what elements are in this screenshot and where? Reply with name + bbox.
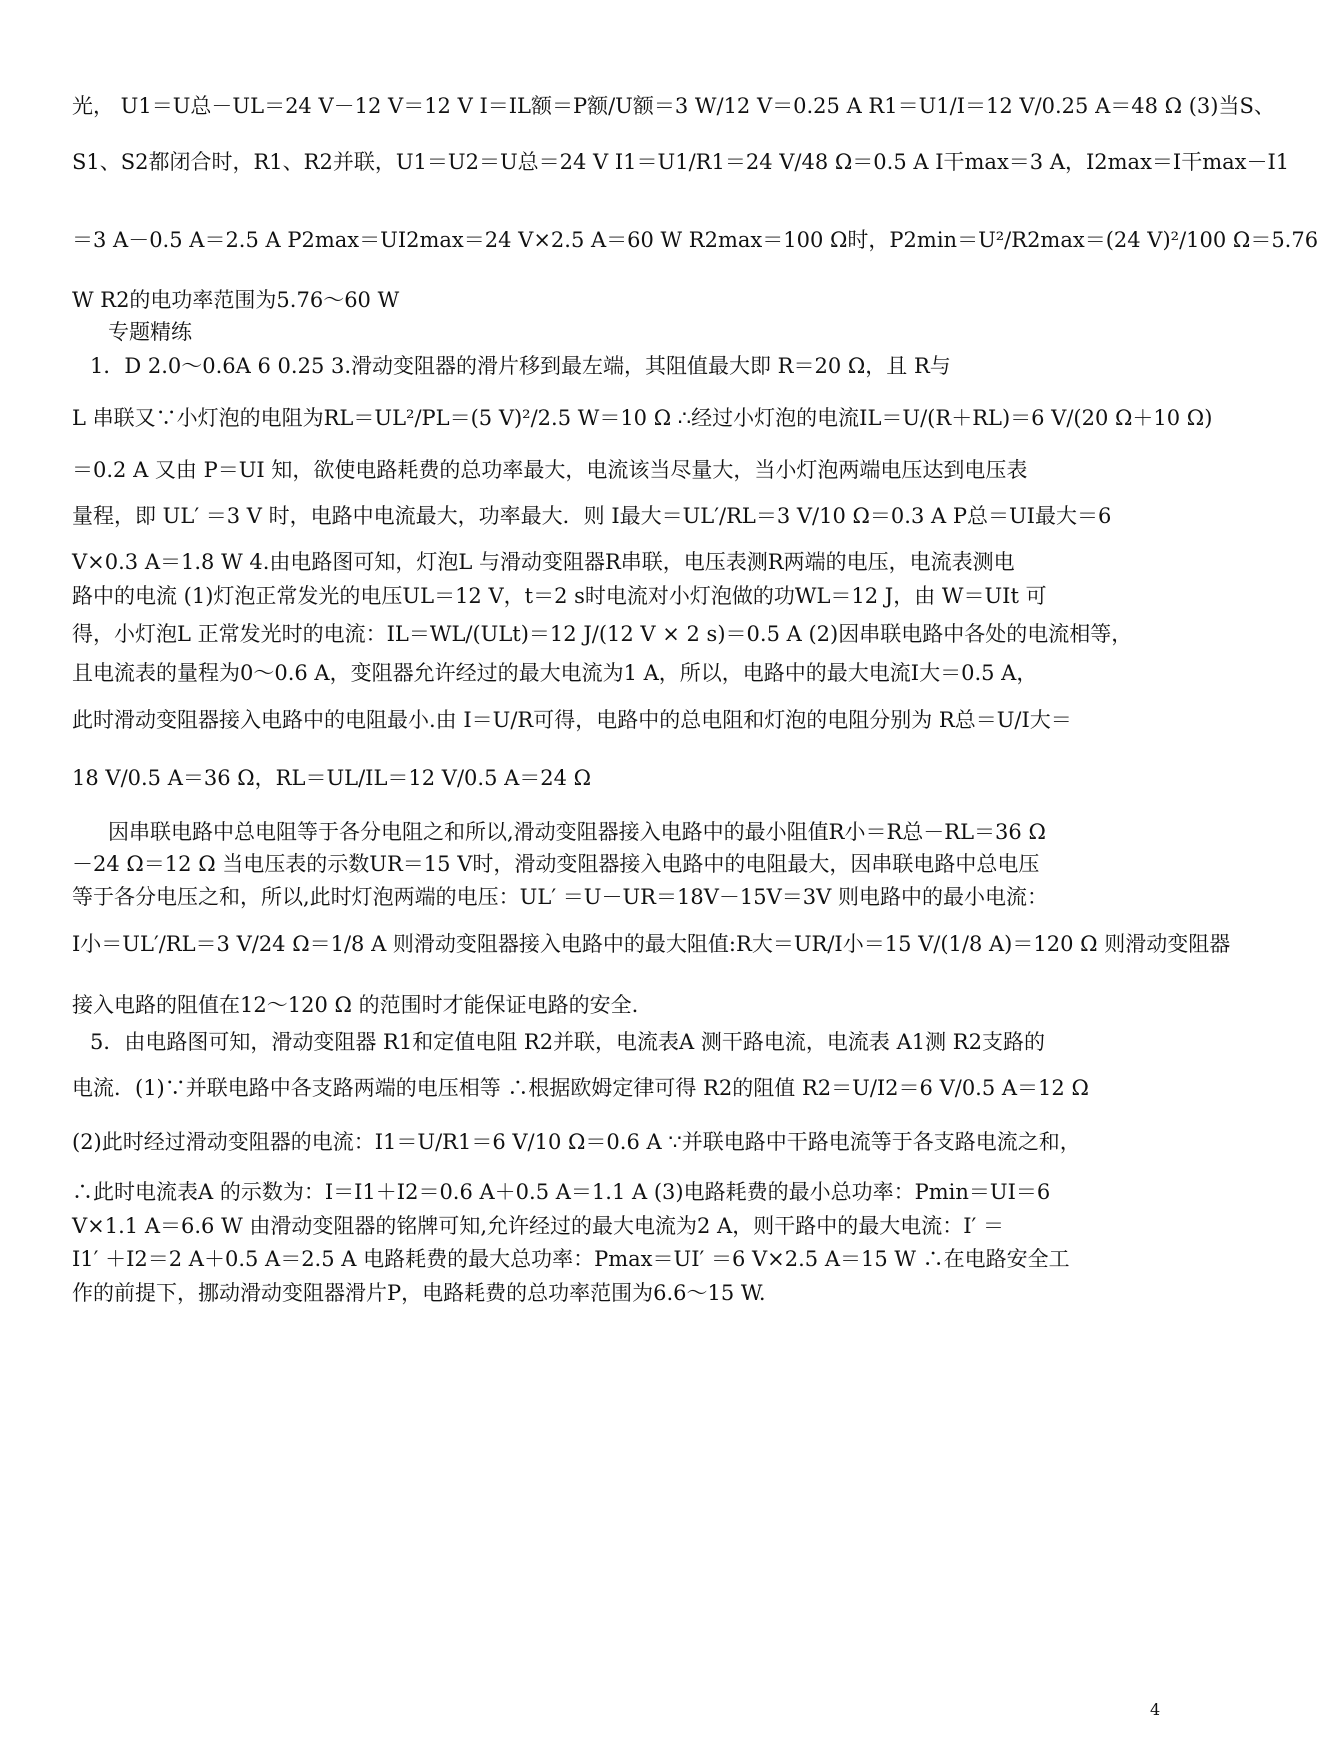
text-line: ∴此时电流表A 的示数为：I＝I1＋I2＝0.6 A＋0.5 A＝1.1 A (3)电路耗费的最小总功率：Pmin＝UI＝6 [72,1180,1051,1204]
text-line: 此时滑动变阻器接入电路中的电阻最小.由 I＝U/R可得，电路中的总电阻和灯泡的电阻分别为 R总＝U/I大＝ [72,708,1072,732]
text-line: I小＝UL′/RL＝3 V/24 Ω＝1/8 A 则滑动变阻器接入电路中的最大阻值:R大＝UR/I小＝15 V/(1/8 A)＝120 Ω 则滑动变阻器 [72,932,1231,956]
section-heading: 专题精练 [108,320,192,344]
text-line: 电流．(1)∵并联电路中各支路两端的电压相等 ∴根据欧姆定律可得 R2的阻值 R2＝U/I2＝6 V/0.5 A＝12 Ω [72,1076,1089,1100]
text-line: 光， U1＝U总－UL＝24 V－12 V＝12 V I＝IL额＝P额/U额＝3 W/12 V＝0.25 A R1＝U1/I＝12 V/0.25 A＝48 Ω (3)当S、 [72,94,1275,118]
text-line: I1′ ＋I2＝2 A＋0.5 A＝2.5 A 电路耗费的最大总功率：Pmax＝UI′ ＝6 V×2.5 A＝15 W ∴在电路安全工 [72,1247,1070,1271]
page-number: 4 [1150,1700,1161,1719]
text-line: S1、S2都闭合时，R1、R2并联，U1＝U2＝U总＝24 V I1＝U1/R1＝24 V/48 Ω＝0.5 A I干max＝3 A，I2max＝I干max－I1 [72,150,1290,174]
text-line: 接入电路的阻值在12～120 Ω 的范围时才能保证电路的安全. [72,993,639,1017]
text-line: ＝0.2 A 又由 P＝UI 知，欲使电路耗费的总功率最大，电流该当尽量大，当小灯泡两端电压达到电压表 [72,458,1028,482]
text-line: 1．D 2.0～0.6A 6 0.25 3.滑动变阻器的滑片移到最左端，其阻值最大即 R＝20 Ω，且 R与 [90,354,951,378]
text-line: 且电流表的量程为0～0.6 A，变阻器允许经过的最大电流为1 A，所以，电路中的最大电流I大＝0.5 A， [72,661,1038,685]
text-line: －24 Ω＝12 Ω 当电压表的示数UR＝15 V时，滑动变阻器接入电路中的电阻最大，因串联电路中总电压 [72,852,1040,876]
text-line: 5．由电路图可知，滑动变阻器 R1和定值电阻 R2并联，电流表A 测干路电流，电流表 A1测 R2支路的 [90,1030,1045,1054]
text-line: ＝3 A－0.5 A＝2.5 A P2max＝UI2max＝24 V×2.5 A＝60 W R2max＝100 Ω时，P2min＝U²/R2max＝(24 V)²/100 Ω＝5.76 [72,228,1318,252]
text-line: 等于各分电压之和，所以,此时灯泡两端的电压：UL′ ＝U－UR＝18V－15V＝3V 则电路中的最小电流： [72,885,1048,909]
text-line: 路中的电流 (1)灯泡正常发光的电压UL＝12 V，t＝2 s时电流对小灯泡做的功WL＝12 J，由 W＝UIt 可 [72,584,1047,608]
text-line: (2)此时经过滑动变阻器的电流：I1＝U/R1＝6 V/10 Ω＝0.6 A ∵并联电路中干路电流等于各支路电流之和， [72,1130,1081,1154]
text-line: L 串联又∵小灯泡的电阻为RL＝UL²/PL＝(5 V)²/2.5 W＝10 Ω ∴经过小灯泡的电流IL＝U/(R＋RL)＝6 V/(20 Ω＋10 Ω) [72,406,1213,430]
text-line: 量程，即 UL′ ＝3 V 时，电路中电流最大，功率最大．则 I最大＝UL′/RL＝3 V/10 Ω＝0.3 A P总＝UI最大＝6 [72,504,1112,528]
text-line: W R2的电功率范围为5.76～60 W [72,288,400,312]
text-line: V×0.3 A＝1.8 W 4.由电路图可知，灯泡L 与滑动变阻器R串联，电压表测R两端的电压，电流表测电 [72,550,1015,574]
text-line: 18 V/0.5 A＝36 Ω，RL＝UL/IL＝12 V/0.5 A＝24 Ω [72,766,592,790]
text-line: V×1.1 A＝6.6 W 由滑动变阻器的铭牌可知,允许经过的最大电流为2 A，则干路中的最大电流：I′ ＝ [72,1214,1004,1238]
text-line: 得，小灯泡L 正常发光时的电流：IL＝WL/(ULt)＝12 J/(12 V × 2 s)＝0.5 A (2)因串联电路中各处的电流相等， [72,622,1133,646]
text-line: 作的前提下，挪动滑动变阻器滑片P，电路耗费的总功率范围为6.6～15 W. [72,1281,766,1305]
text-line: 因串联电路中总电阻等于各分电阻之和所以,滑动变阻器接入电路中的最小阻值R小＝R总－RL＝36 Ω [108,820,1046,844]
